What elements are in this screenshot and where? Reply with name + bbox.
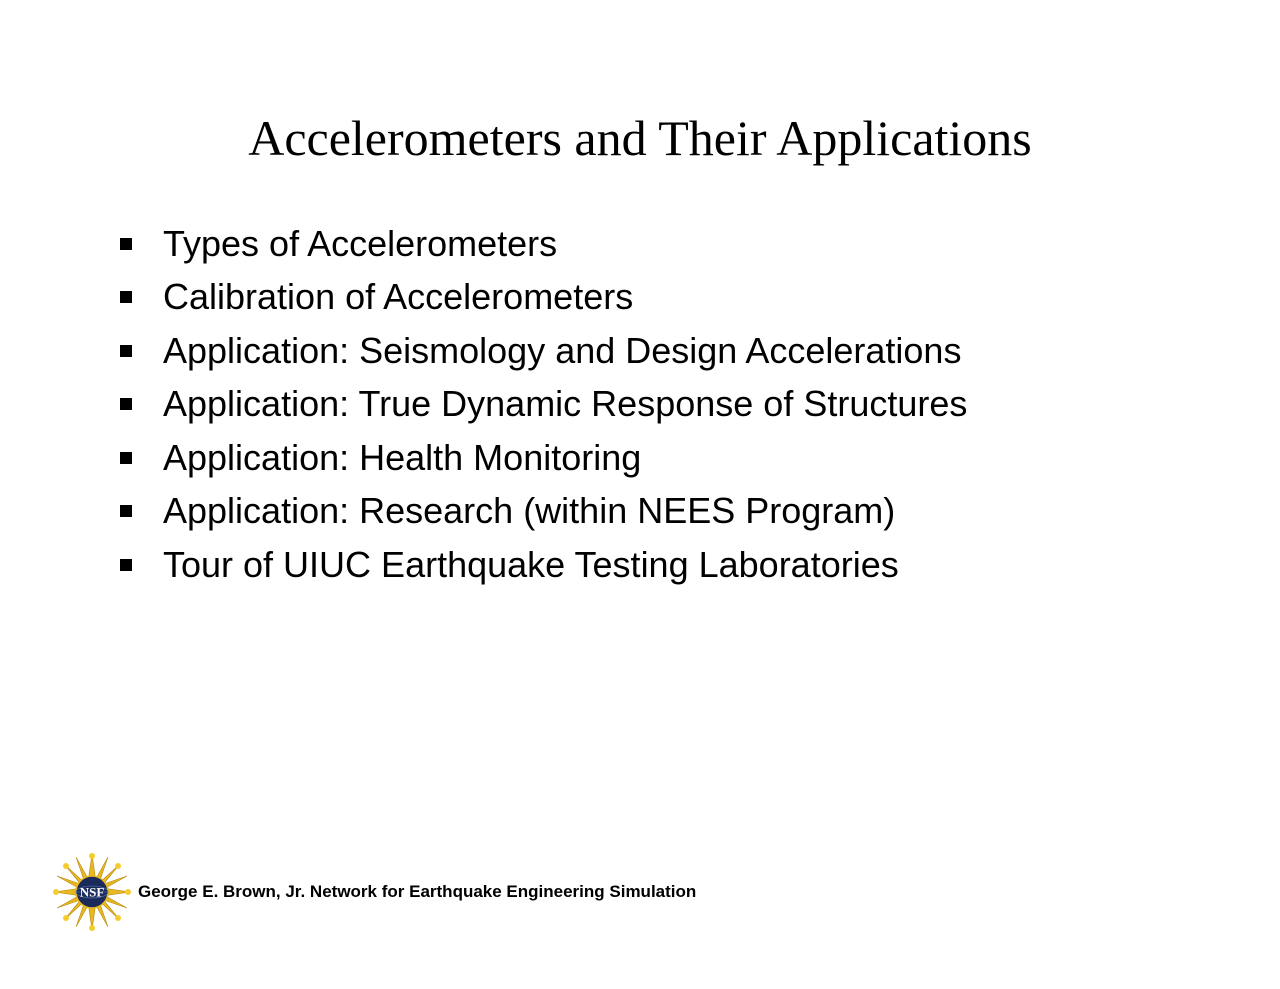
bullet-list xyxy=(120,217,967,592)
bullet-text: Application: True Dynamic Response of Structures xyxy=(163,383,968,425)
bullet-text: Calibration of Accelerometers xyxy=(163,276,634,318)
footer-text: George E. Brown, Jr. Network for Earthquake Engineering Simulation xyxy=(138,882,697,901)
list-item xyxy=(120,217,967,271)
list-item xyxy=(120,485,967,539)
list-item xyxy=(120,324,967,378)
square-bullet-icon xyxy=(120,238,132,250)
list-item xyxy=(120,538,967,592)
slide-title: Accelerometers and Their Applications xyxy=(248,110,1032,166)
list-item xyxy=(120,378,967,432)
bullet-text: Application: Health Monitoring xyxy=(163,436,642,478)
square-bullet-icon xyxy=(120,398,132,410)
bullet-text: Tour of UIUC Earthquake Testing Laboratories xyxy=(163,543,899,585)
bullet-text: Application: Research (within NEES Program) xyxy=(163,490,896,532)
square-bullet-icon xyxy=(120,452,132,464)
nsf-logo-icon xyxy=(52,852,132,932)
bullet-text: Types of Accelerometers xyxy=(163,222,558,264)
square-bullet-icon xyxy=(120,345,132,357)
svg-text:NSF: NSF xyxy=(79,884,105,900)
list-item xyxy=(120,271,967,325)
square-bullet-icon xyxy=(120,559,132,571)
list-item xyxy=(120,431,967,485)
square-bullet-icon xyxy=(120,291,132,303)
bullet-text: Application: Seismology and Design Accelerations xyxy=(163,329,962,371)
footer xyxy=(52,852,696,932)
square-bullet-icon xyxy=(120,505,132,517)
